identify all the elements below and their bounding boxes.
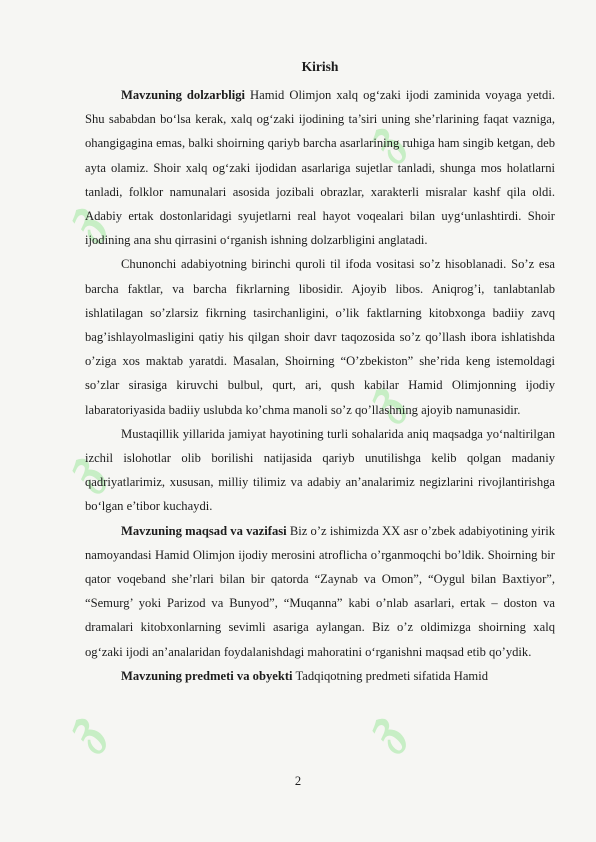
watermark-letter-3: 𝔷	[52, 431, 117, 502]
paragraph-independence	[85, 422, 555, 519]
paragraph-language	[85, 252, 555, 421]
paragraph-text: Hamid Olimjon xalq og‘zaki ijodi zaminida voyaga yetdi. Shu sababdan bo‘lsa kerak, xalq og‘zaki ijodining ta’siri uning she’rlarining faqat vazniga, ohangigagina emas, balki shoirning qariyb barcha asarlarining ruhiga ham singib ketgan, deb ayta olamiz. Shoir xalq og‘zaki ijodidan asarlariga sujetlar tanladi, shunga mos holatlarni tanladi, folklor namunalari asosida jozibali obrazlar, xarakterli misralar kashf qila oldi. Adabiy ertak dostonlaridagi syujetlarni real hayot voqealari bilan uyg‘unlashtirdi. Shoir ijodining ana shu qirrasini o‘rganish ishning dolzarbligini anglatadi.	[85, 88, 555, 248]
document-title: Kirish	[301, 59, 339, 74]
watermark-letter-6: 𝔷	[352, 691, 417, 762]
watermark-letter-5: 𝔷	[52, 691, 117, 762]
paragraph-goals	[85, 519, 555, 664]
paragraph-relevance	[85, 83, 555, 252]
paragraph-lead: Mavzuning predmeti va obyekti	[121, 668, 293, 683]
watermark-letter-2: 𝔷	[352, 101, 417, 172]
paragraph-text: Tadqiqotning predmeti sifatida Hamid	[292, 668, 488, 683]
page-number: 2	[294, 774, 302, 788]
paragraph-text: Biz o’z ishimizda XX asr o’zbek adabiyotining yirik namoyandasi Hamid Olimjon ijodiy merosini atroflicha o’rganmoqchi bo’ldik. Shoirning bir qator voqeband she’rlari bilan bir qatorda “Zaynab va Omon”, “Oygul bilan Baxtiyor”, “Semurg’ yoki Parizod va Bunyod”, “Muqanna” kabi o’nlab asarlari, ertak – doston va dramalari kitobxonlarning sevimli asariga aylangan. Biz o’z oldimizga shoirning xalq og‘zaki ijodi an’analaridan foydalanishdagi mahoratini o‘rganishni maqsad etib qo’ydik.	[85, 523, 555, 659]
paragraph-subject	[85, 664, 555, 688]
watermark-letter-1: 𝔷	[52, 181, 117, 252]
paragraph-lead: Mavzuning dolzarbligi	[121, 88, 245, 102]
paragraph-text: Chunonchi adabiyotning birinchi quroli til ifoda vositasi so’z hisoblanadi. So’z esa barcha faktlar, va barcha fikrlarning libosidir. Ajoyib libos. Aniqrog’i, tanlabtanlab ishlatilagan so’zlarsiz fikrning tasirchanligini, o’lik faktlarning kitobxonga badiiy zavq bag’ishlayolmasligini qatiy his qilgan shoir davr taqozosida so’z qo’llash ibora ishlatishda o’ziga xos maktab yaratdi. Masalan, Shoirning “O’zbekiston” she’rida keng istemoldagi so’zlar sirasiga kiruvchi bulbul, qurt, ari, qush kabilar Hamid Olimjonning ijodiy labaratoriyasida badiiy uslubda ko’chma manoli so’z qo’llashning ajoyib namunasidir.	[85, 257, 555, 417]
document-page	[85, 55, 555, 688]
paragraph-lead: Mavzuning maqsad va vazifasi	[121, 523, 287, 538]
paragraph-text: Mustaqillik yillarida jamiyat hayotining turli sohalarida aniq maqsadga yo‘naltirilgan izchil islohotlar olib borilishi natijasida qariyb unutilishga kelib qolgan madaniy qadriyatlarimiz, xususan, milliy tilimiz va adabiy an’analarimiz negizlarini rivojlantirishga bo‘lgan e’tibor kuchaydi.	[85, 426, 555, 514]
watermark-letter-4: 𝔷	[352, 361, 417, 432]
